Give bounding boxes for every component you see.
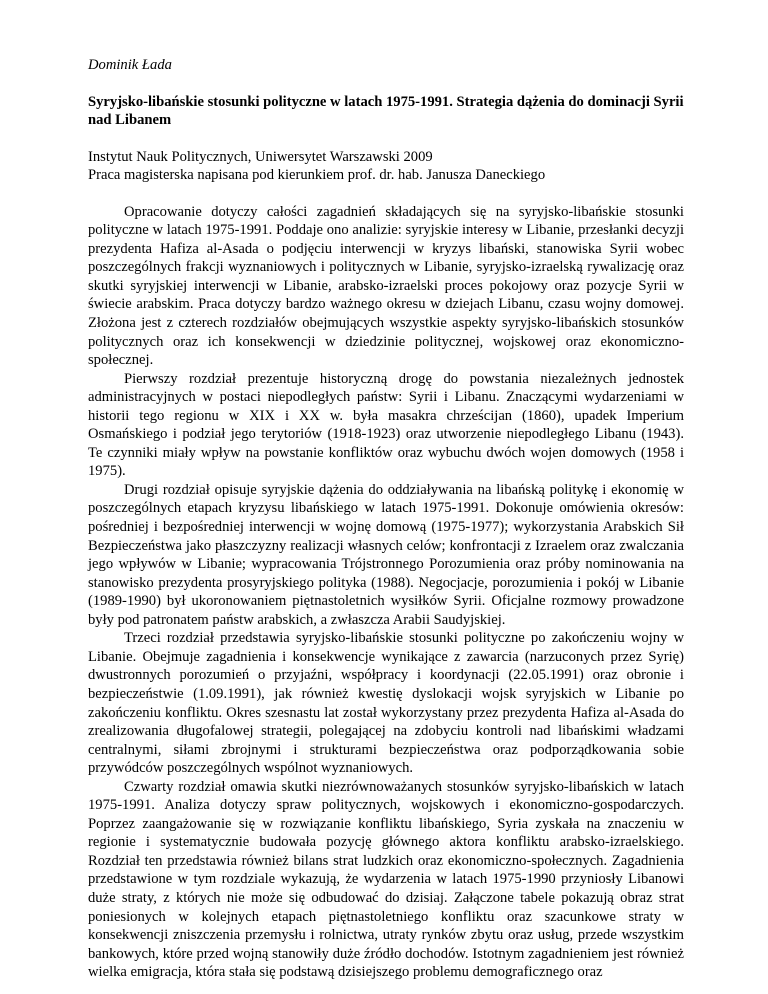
paragraph-intro: Opracowanie dotyczy całości zagadnień składających się na syryjsko-libańskie stosunki polityczne w latach 1975-1991. Poddaje ono analizie: syryjskie interesy w Libanie, przesłanki decyzji prezydenta Hafiza al-Asada o podjęciu interwencji w kryzys libański, stanowiska Syrii wobec poszczególnych frakcji wyznaniowych i politycznych w Libanie, syryjsko-izraelską rywalizację oraz skutki syryjskiej interwencji w Libanie, arabsko-izraelski proces pokojowy oraz pozycje Syrii w świecie arabskim. Praca dotyczy bardzo ważnego okresu w dziejach Libanu, czasu wojny domowej. Złożona jest z czterech rozdziałów obejmujących wszystkie aspekty syryjsko-libańskich stosunków politycznych oraz ich konsekwencji w dziedzinie politycznej, wojskowej oraz ekonomiczno-społecznej. [88,203,684,369]
institute-line: Instytut Nauk Politycznych, Uniwersytet Warszawski 2009 [88,148,433,165]
author-name: Dominik Łada [88,57,172,73]
paragraph-chapter-3: Trzeci rozdział przedstawia syryjsko-libańskie stosunki polityczne po zakończeniu wojny w Libanie. Obejmuje zagadnienia i konsekwencje wynikające z zawarcia (narzuconych przez Syrię) dwustronnych porozumień o przyjaźni, współpracy i koordynacji (22.05.1991) oraz obronie i bezpieczeństwie (1.09.1991), jak również kwestię dyslokacji wojsk syryjskich w Libanie po zakończeniu konfliktu. Okres szesnastu lat został wykorzystany przez prezydenta Hafiza al-Asada do zrealizowania długofalowej strategii, polegającej na zdobyciu kontroli nad libańskimi władzami centralnymi, siłami zbrojnymi i strukturami bezpieczeństwa oraz podporządkowania sobie przywódców poszczególnych wspólnot wyznaniowych. [88,630,684,777]
affiliation-block [88,148,684,185]
supervisor-line: Praca magisterska napisana pod kierunkiem prof. dr. hab. Janusza Daneckiego [88,167,546,184]
document-title: Syryjsko-libańskie stosunki polityczne w latach 1975-1991. Strategia dążenia do dominacji Syrii nad Libanem [88,93,684,129]
paragraph-chapter-1: Pierwszy rozdział prezentuje historyczną drogę do powstania niezależnych jednostek administracyjnych w postaci niepodległych państw: Syrii i Libanu. Znaczącymi wydarzeniami w historii tego regionu w XIX i XX w. była masakra chrześcijan (1860), upadek Imperium Osmańskiego i podział jego terytoriów (1918-1923) oraz utworzenie niepodległego Libanu (1943). Te czynniki miały wpływ na powstanie konfliktów oraz wybuchu dwóch wojen domowych (1958 i 1975). [88,370,684,480]
paragraph-chapter-4: Czwarty rozdział omawia skutki niezrównoważanych stosunków syryjsko-libańskich w latach 1975-1991. Analiza dotyczy spraw politycznych, wojskowych i ekonomiczno-gospodarczych. Poprzez zaangażowanie się w rozwiązanie konfliktu libańskiego, Syria zyskała na znaczeniu w regionie i systematycznie budowała pozycję głównego aktora konfliktu arabsko-izraelskiego. Rozdział ten przedstawia również bilans strat ludzkich oraz ekonomiczno-społecznych. Zagadnienia przedstawione w tym rozdziale wykazują, że wydarzenia w latach 1975-1990 przyniosły Libanowi duże straty, z których nie może się odbudować do dzisiaj. Załączone tabele pokazują obraz strat poniesionych w kolejnych etapach piętnastoletniego konfliktu oraz szacunkowe straty w konsekwencji zniszczenia przemysłu i rolnictwa, utraty rynków zbytu oraz usług, przede wszystkim bankowych, które przed wojną stanowiły duże źródło dochodów. Istotnym zagadnieniem jest również wielka emigracja, która stała się podstawą dzisiejszego problemu demograficznego oraz [88,778,684,981]
paragraph-chapter-2: Drugi rozdział opisuje syryjskie dążenia do oddziaływania na libańską politykę i ekonomię w poszczególnych etapach kryzysu libańskiego w latach 1975-1991. Dokonuje omówienia okresów: pośredniej i bezpośredniej interwencji w wojnę domową (1975-1977); wykorzystania Arabskich Sił Bezpieczeństwa jako płaszczyzny realizacji własnych celów; konfrontacji z Izraelem oraz zwalczania jego wpływów w Libanie; wypracowania Trójstronnego Porozumienia oraz próby nominowania na stanowisko prezydenta prosyryjskiego polityka (1988). Negocjacje, porozumienia i pokój w Libanie (1989-1990) był ukoronowaniem piętnastoletnich wysiłków Syrii. Oficjalne rozmowy prowadzone były pod patronatem państw arabskich, a zwłaszcza Arabii Saudyjskiej. [88,481,684,628]
document-page [88,56,684,982]
